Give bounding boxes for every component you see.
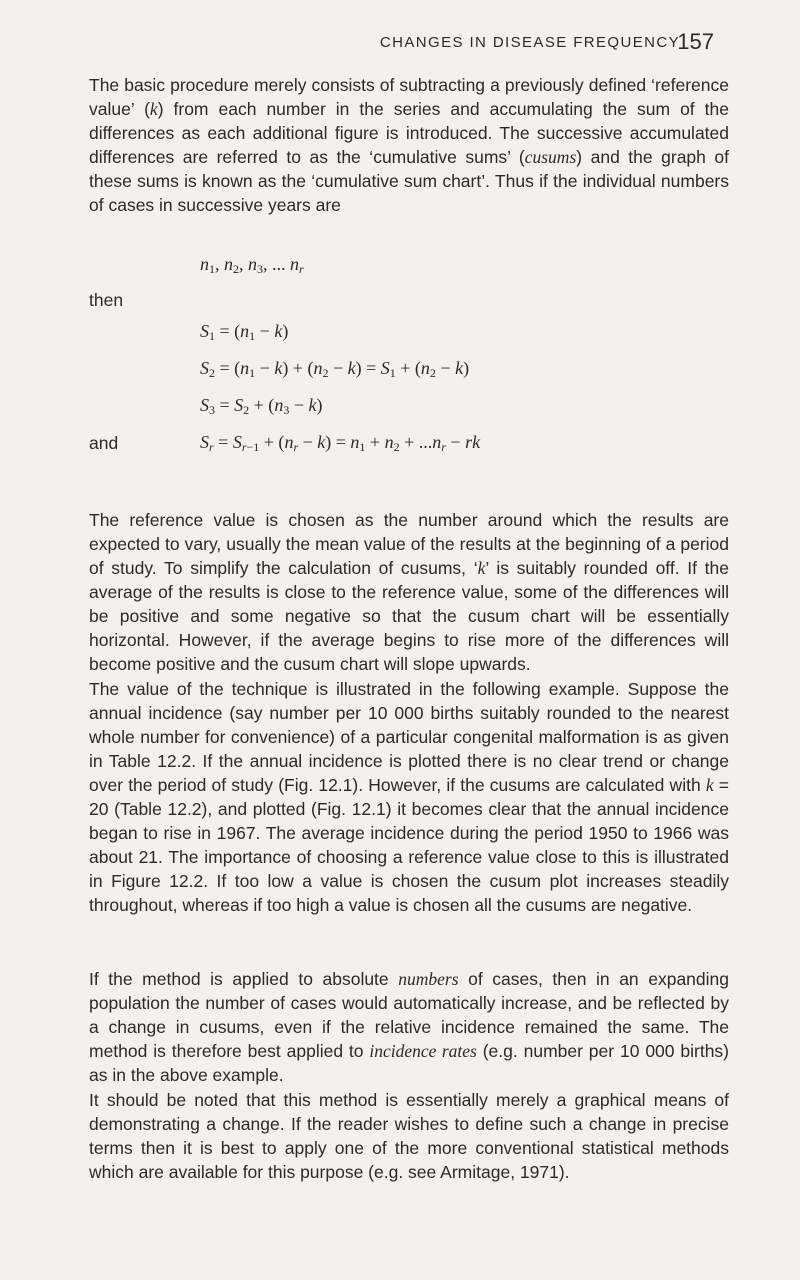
text-run: ) and the graph of these sums is known as the ‘cumulative sum chart’. Thus if the individual numbers of cases in successive years are bbox=[89, 147, 729, 215]
k-symbol: k bbox=[149, 99, 158, 119]
equation-s1: $S_1 = (n_1 - k)$ bbox=[200, 321, 289, 343]
text-run: = 20 (Table 12.2), and plotted (Fig. 12.1) it becomes clear that the annual incidence began to rise in 1967. The average incidence during the period 1950 to 1966 was about 21. The importance of choosing a reference value close to this is illustrated in Figure 12.2. If too low a value is chosen the cusum plot increases steadily throughout, whereas if too high a value is chosen all the cusums are negative. bbox=[89, 775, 729, 915]
body-paragraph-reference-value bbox=[89, 508, 729, 676]
cusums-term: cusums bbox=[524, 147, 577, 167]
page-header bbox=[0, 30, 800, 60]
text-run: The basic procedure merely consists of subtracting a previously defined ‘reference value’ ( bbox=[89, 75, 729, 119]
body-paragraph-example bbox=[89, 677, 729, 917]
running-head: CHANGES IN DISEASE FREQUENCY bbox=[379, 34, 680, 51]
k-symbol: k bbox=[477, 558, 486, 578]
body-paragraph-absolute-numbers bbox=[89, 967, 729, 1087]
equation-s2: $S_2 = (n_1 - k) + (n_2 - k) = S_1 + (n_2 - k)$ bbox=[200, 358, 470, 380]
text-run: If the method is applied to absolute bbox=[89, 969, 399, 989]
text-run: (e.g. number per 10 000 births) as in the above example. bbox=[89, 1041, 730, 1085]
intro-paragraph bbox=[89, 73, 729, 217]
text-run: ) from each number in the series and accumulating the sum of the differences as each additional figure is introduced. The successive accumulated differences are referred to as the ‘cumulative sums’ ( bbox=[89, 99, 729, 167]
word-then: then bbox=[89, 290, 124, 310]
equation-s3: $S_3 = S_2 + (n_3 - k)$ bbox=[200, 395, 323, 417]
text-run: of cases, then in an expanding population the number of cases would automatically increase, and be reflected by a change in cusums, even if the relative incidence remained the same. The method is therefore best applied to bbox=[89, 969, 729, 1061]
text-run: The value of the technique is illustrated in the following example. Suppose the annual incidence (say number per 10 000 births suitably rounded to the nearest whole number for convenience) of a particular congenital malformation is as given in Table 12.2. If the annual incidence is plotted there is no clear trend or change over the period of study (Fig. 12.1). However, if the cusums are calculated with bbox=[89, 679, 729, 795]
k-symbol: k bbox=[705, 775, 714, 795]
word-and: and bbox=[89, 433, 119, 453]
body-paragraph-conclusion: It should be noted that this method is essentially merely a graphical means of demonstrating a change. If the reader wishes to define such a change in precise terms then it is best to apply one of the more conventional statistical methods which are available for this purpose (e.g. see Armitage, 1971). bbox=[89, 1090, 729, 1182]
page-number: 157 bbox=[677, 29, 714, 54]
text-run: The reference value is chosen as the number around which the results are expected to vary, usually the mean value of the results at the beginning of a period of study. To simplify the calculation of cusums, ‘ bbox=[89, 510, 729, 578]
equation-sr: $S_r = S_{r-1} + (n_r - k) = n_1 + n_2 + ...n_r$ − rk bbox=[200, 432, 481, 454]
incidence-rates-term: incidence rates bbox=[369, 1041, 477, 1061]
text-run: ’ is suitably rounded off. If the average of the results is close to the reference value, some of the differences will be positive and some negative so that the cusum chart will be essentially horizontal. However, if the average begins to rise more of the differences will become positive and the cusum chart will slope upwards. bbox=[89, 558, 729, 674]
numbers-term: numbers bbox=[398, 969, 459, 989]
series-equation: $n_1$, $n_2$, $n_3$, ... $n_r$ bbox=[200, 254, 304, 276]
